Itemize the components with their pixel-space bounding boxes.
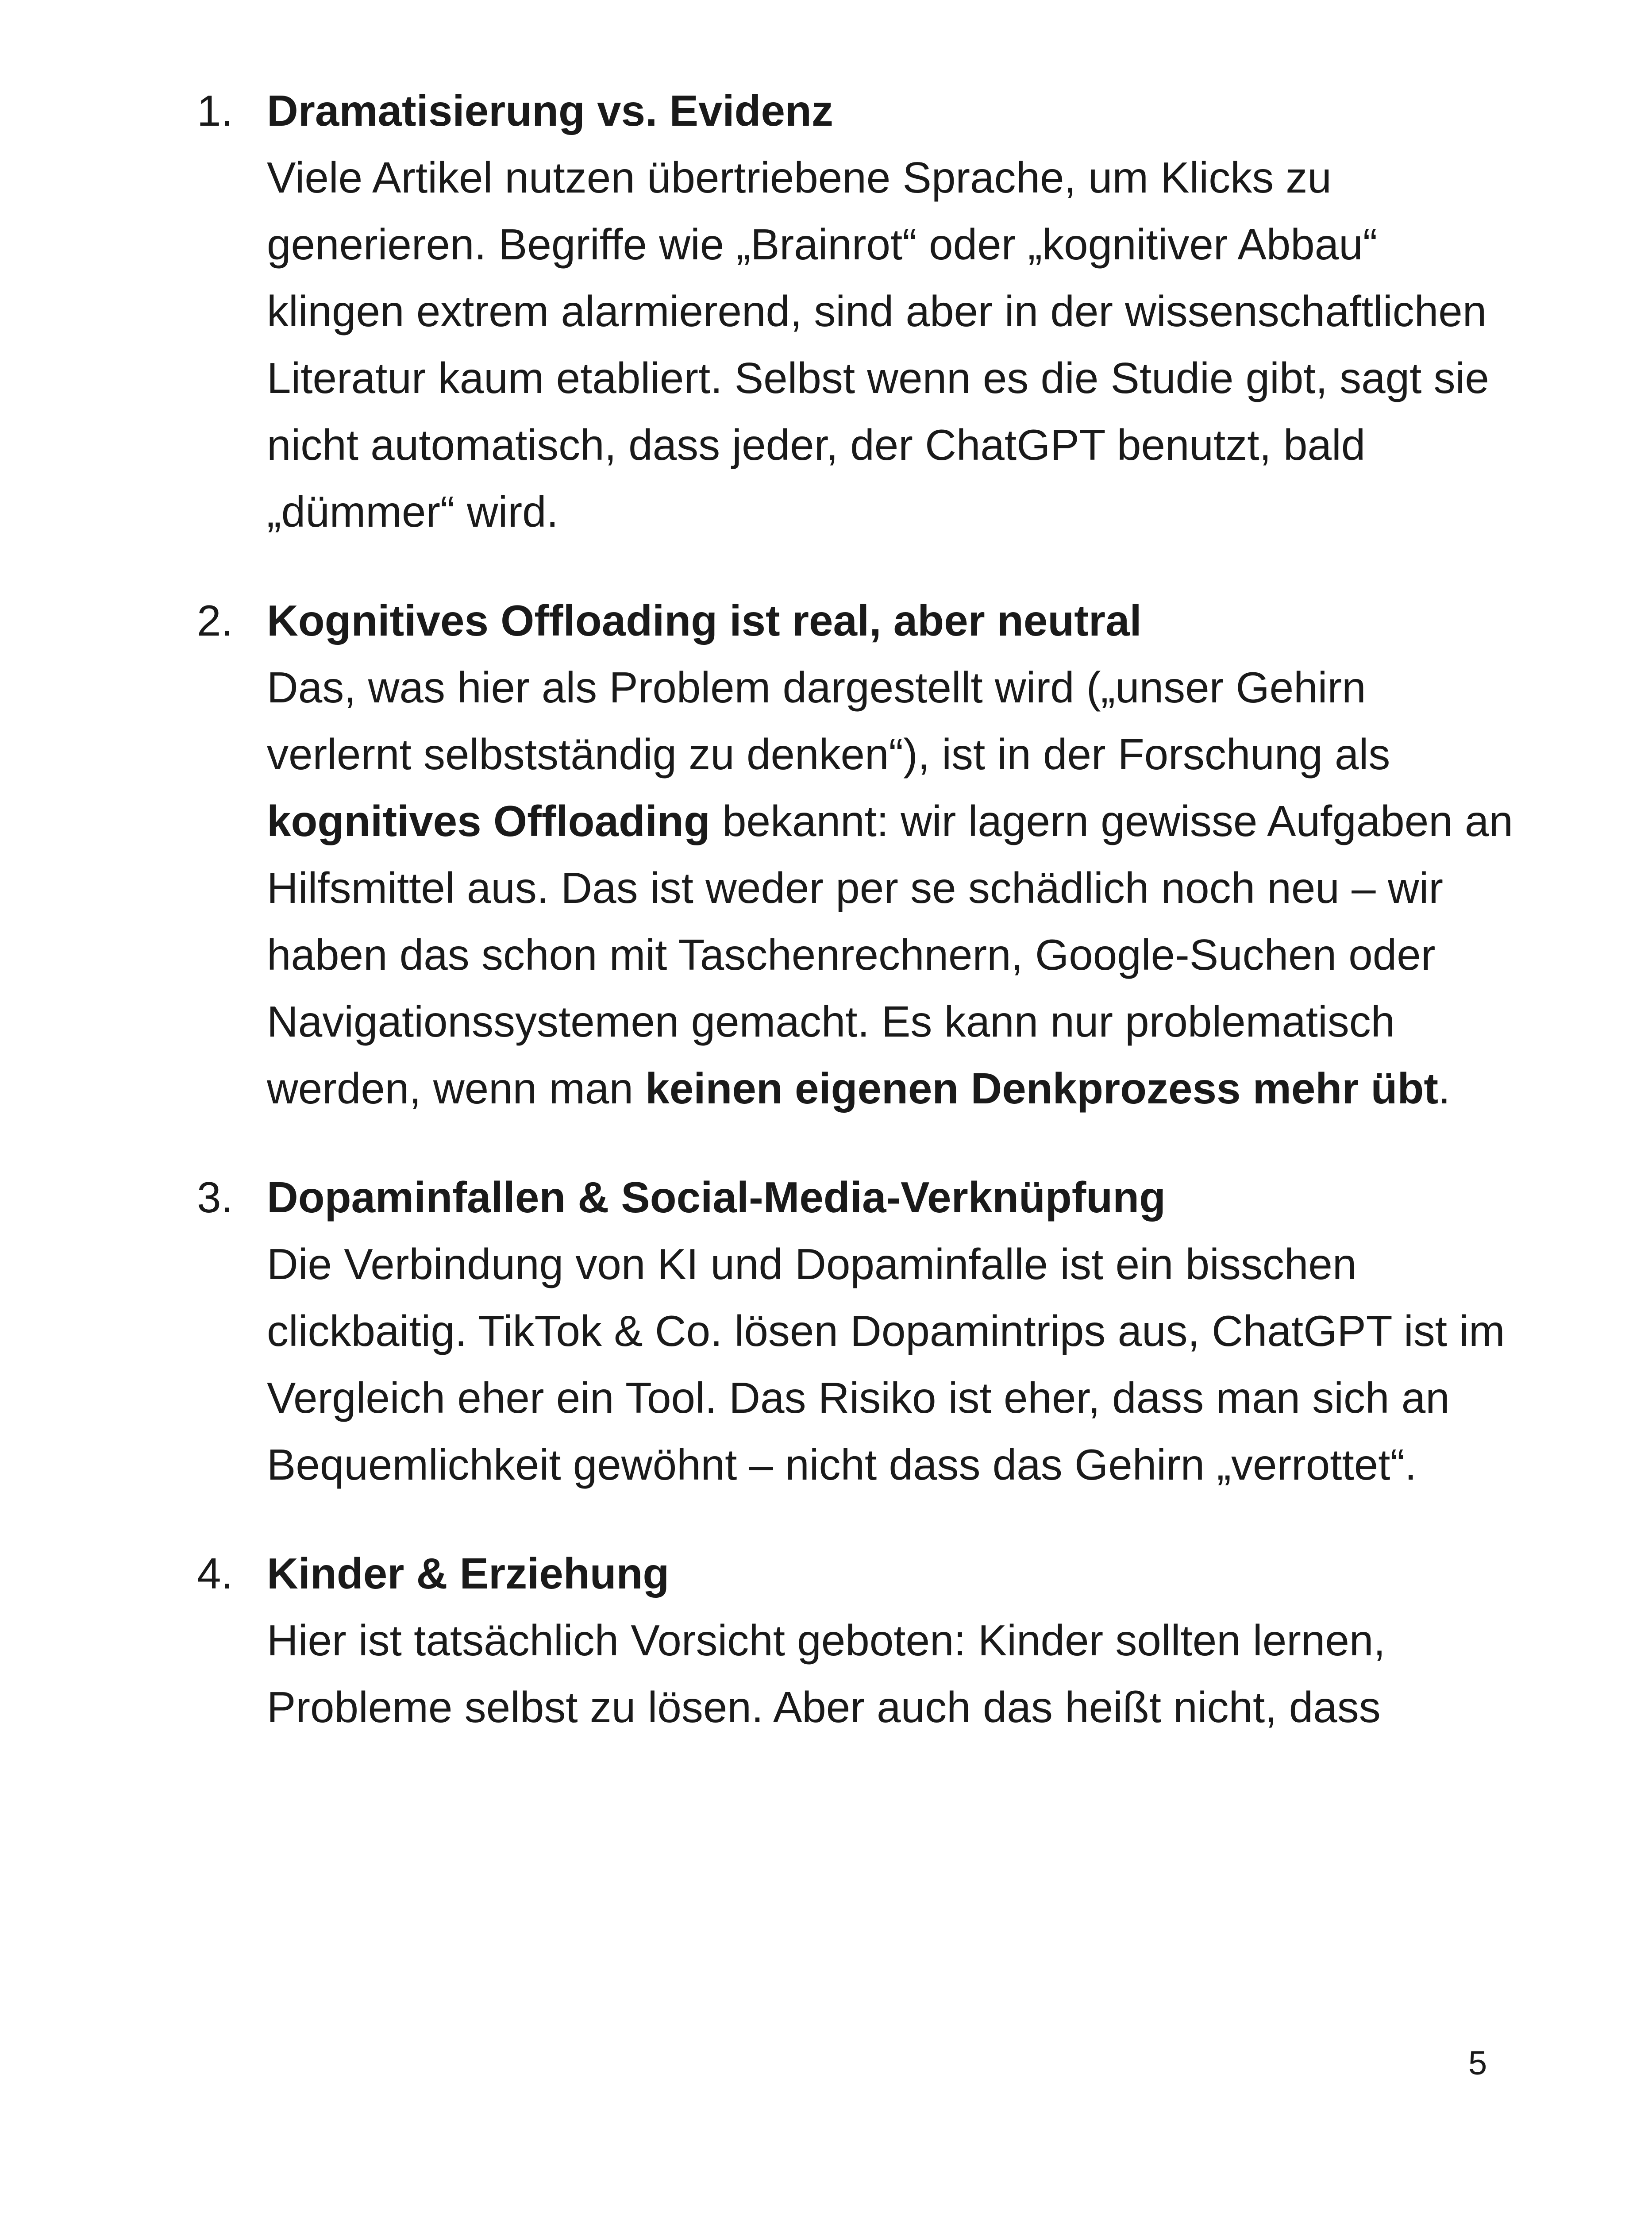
item-paragraph: Hier ist tatsächlich Vorsicht geboten: Kinder sollten lernen, Probleme selbst zu lösen. Aber auch das heißt nicht, dass: [267, 1616, 1386, 1731]
item-paragraph: Die Verbindung von KI und Dopaminfalle ist ein bisschen clickbaitig. TikTok & Co. lösen Dopamintrips aus, ChatGPT ist im Vergleich eher ein Tool. Das Risiko ist eher, dass man sich an Bequemlichkeit gewöhnt – nicht dass das Gehirn „verrottet“.: [267, 1240, 1505, 1489]
list-number: 2.: [197, 596, 233, 645]
paragraph-text: bekannt: wir lagern gewisse Aufgaben an Hilfsmittel aus. Das ist weder per se schädlich noch neu – wir haben das schon mit Taschenrechnern, Google-Suchen oder Navigationssystemen gemacht. Es kann nur problematisch werden, wenn man: [267, 797, 1513, 1113]
item-heading: Kinder & Erziehung: [267, 1549, 670, 1598]
list-item: [197, 1540, 1516, 1741]
paragraph-text: .: [1438, 1064, 1451, 1113]
list-number: 4.: [197, 1549, 233, 1598]
item-paragraph: [267, 654, 1516, 1122]
bold-term: kognitives Offloading: [267, 797, 710, 845]
bold-phrase: keinen eigenen Denkprozess mehr übt: [645, 1064, 1438, 1113]
list-number: 1.: [197, 86, 233, 135]
list-item: [197, 587, 1516, 1122]
item-heading: Dopaminfallen & Social-Media-Verknüpfung: [267, 1173, 1166, 1222]
item-heading: Kognitives Offloading ist real, aber neutral: [267, 596, 1142, 645]
item-paragraph: Viele Artikel nutzen übertriebene Sprache, um Klicks zu generieren. Begriffe wie „Brainrot“ oder „kognitiver Abbau“ klingen extrem alarmierend, sind aber in der wissenschaftlichen Literatur kaum etabliert. Selbst wenn es die Studie gibt, sagt sie nicht automatisch, dass jeder, der ChatGPT benutzt, bald „dümmer“ wird.: [267, 153, 1489, 536]
numbered-list: [197, 77, 1516, 1783]
item-heading: Dramatisierung vs. Evidenz: [267, 86, 833, 135]
list-item: [197, 77, 1516, 545]
paragraph-text: Das, was hier als Problem dargestellt wird („unser Gehirn verlernt selbstständig zu denken“), ist in der Forschung als: [267, 663, 1390, 779]
list-item: [197, 1164, 1516, 1498]
page-number: 5: [1468, 2044, 1487, 2082]
list-number: 3.: [197, 1173, 233, 1222]
